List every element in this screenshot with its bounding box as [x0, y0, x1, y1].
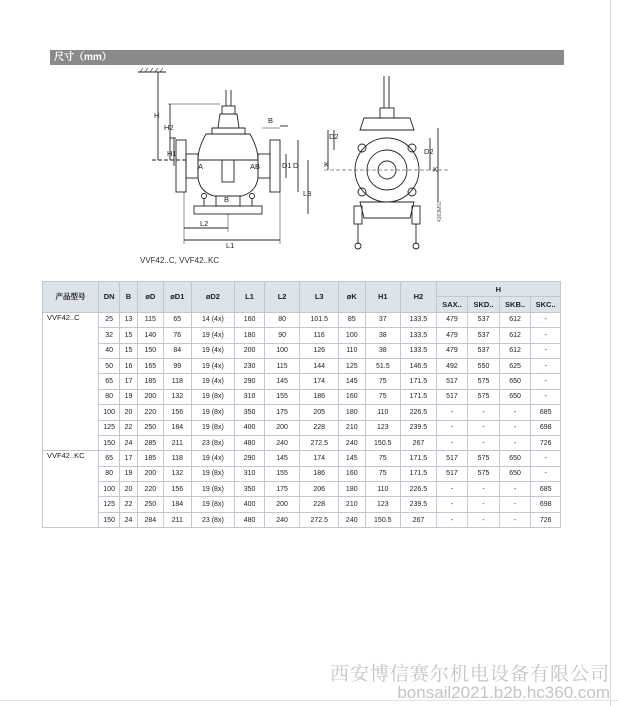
label-a: A — [198, 162, 204, 171]
header-h2: H2 — [401, 282, 437, 313]
table-cell: 144 — [300, 358, 339, 373]
table-cell: 75 — [365, 374, 401, 389]
label-k-right: K — [433, 165, 439, 174]
table-cell: 650 — [499, 389, 531, 404]
table-cell: - — [436, 482, 468, 497]
header-d2: øD2 — [191, 282, 235, 313]
drawing-caption: VVF42..C, VVF42..KC — [140, 256, 220, 265]
header-sax: SAX.. — [436, 297, 468, 312]
table-cell: 226.5 — [401, 482, 437, 497]
table-row — [43, 451, 561, 466]
table-cell: 125 — [339, 358, 365, 373]
valve-dimension-drawing — [128, 68, 448, 273]
table-cell: 132 — [164, 389, 191, 404]
table-cell: 100 — [339, 328, 365, 343]
table-cell: 185 — [137, 451, 163, 466]
table-cell: 19 — [120, 389, 137, 404]
table-cell: 186 — [300, 466, 339, 481]
table-cell: 240 — [264, 435, 300, 450]
table-cell: 400 — [235, 420, 265, 435]
table-cell: 575 — [468, 451, 500, 466]
table-cell: 517 — [436, 389, 468, 404]
table-cell: 125 — [98, 497, 119, 512]
table-cell: - — [531, 451, 561, 466]
table-cell: 685 — [531, 405, 561, 420]
table-cell: 75 — [365, 389, 401, 404]
table-cell: 210 — [339, 420, 365, 435]
table-cell: 19 (4x) — [191, 343, 235, 358]
header-dn: DN — [98, 282, 119, 313]
table-cell: 480 — [235, 435, 265, 450]
table-cell: 14 (4x) — [191, 312, 235, 327]
table-cell: - — [436, 435, 468, 450]
table-cell: 19 (8x) — [191, 497, 235, 512]
table-cell: 133.5 — [401, 328, 437, 343]
header-b: B — [120, 282, 137, 313]
table-cell: 20 — [120, 405, 137, 420]
table-cell: 25 — [98, 312, 119, 327]
table-cell: - — [531, 358, 561, 373]
label-h2: H2 — [164, 123, 174, 132]
header-skc: SKC.. — [531, 297, 561, 312]
table-row — [43, 435, 561, 450]
table-cell: 133.5 — [401, 343, 437, 358]
table-cell: 75 — [365, 451, 401, 466]
table-cell: 118 — [164, 451, 191, 466]
table-cell: 23 (8x) — [191, 512, 235, 527]
table-cell: 100 — [264, 343, 300, 358]
table-cell: 171.5 — [401, 466, 437, 481]
table-cell: 537 — [468, 343, 500, 358]
table-cell: 22 — [120, 497, 137, 512]
table-cell: 40 — [98, 343, 119, 358]
table-cell: - — [531, 343, 561, 358]
label-l3: L3 — [303, 189, 312, 198]
table-cell: 132 — [164, 466, 191, 481]
table-cell: 84 — [164, 343, 191, 358]
table-cell: 19 (4x) — [191, 451, 235, 466]
table-cell: - — [436, 497, 468, 512]
table-cell: 19 (8x) — [191, 405, 235, 420]
table-cell: - — [499, 405, 531, 420]
table-cell: 174 — [300, 374, 339, 389]
table-cell: 80 — [264, 312, 300, 327]
table-cell: 228 — [300, 420, 339, 435]
table-cell: 123 — [365, 420, 401, 435]
table-cell: 550 — [468, 358, 500, 373]
table-cell: 155 — [264, 389, 300, 404]
table-cell: - — [436, 420, 468, 435]
table-cell: 517 — [436, 451, 468, 466]
table-cell: 726 — [531, 512, 561, 527]
table-cell: 267 — [401, 435, 437, 450]
header-skb: SKB.. — [499, 297, 531, 312]
header-d1: øD1 — [164, 282, 191, 313]
table-cell: 118 — [164, 374, 191, 389]
table-cell: - — [499, 497, 531, 512]
table-cell: 492 — [436, 358, 468, 373]
header-l1: L1 — [235, 282, 265, 313]
table-cell: 146.5 — [401, 358, 437, 373]
table-cell: 13 — [120, 312, 137, 327]
table-cell: 226.5 — [401, 405, 437, 420]
table-row — [43, 512, 561, 527]
table-cell: - — [468, 497, 500, 512]
table-cell: 140 — [137, 328, 163, 343]
table-cell: 480 — [235, 512, 265, 527]
table-cell: 165 — [137, 358, 163, 373]
table-cell: 211 — [164, 512, 191, 527]
table-cell: 537 — [468, 312, 500, 327]
table-cell: 625 — [499, 358, 531, 373]
table-cell: 517 — [436, 374, 468, 389]
table-cell: - — [468, 435, 500, 450]
table-cell: 220 — [137, 405, 163, 420]
table-cell: 126 — [300, 343, 339, 358]
table-row — [43, 405, 561, 420]
table-row — [43, 358, 561, 373]
table-cell: 100 — [98, 405, 119, 420]
table-cell: 479 — [436, 312, 468, 327]
table-cell: 239.5 — [401, 420, 437, 435]
table-cell: 51.5 — [365, 358, 401, 373]
table-cell: 310 — [235, 466, 265, 481]
table-cell: 517 — [436, 466, 468, 481]
table-cell: 575 — [468, 466, 500, 481]
label-b: B — [268, 116, 274, 125]
table-cell: 180 — [339, 405, 365, 420]
table-cell: 15 — [120, 328, 137, 343]
dimensions-table — [42, 281, 561, 528]
section-header: 尺寸（mm） — [50, 50, 564, 65]
table-row — [43, 482, 561, 497]
table-cell: 171.5 — [401, 451, 437, 466]
label-ab: AB — [250, 162, 261, 171]
table-cell: 200 — [264, 497, 300, 512]
table-cell: - — [499, 435, 531, 450]
table-row — [43, 497, 561, 512]
table-cell: 200 — [137, 389, 163, 404]
table-cell: 155 — [264, 466, 300, 481]
table-cell: 145 — [339, 451, 365, 466]
table-cell: 115 — [137, 312, 163, 327]
table-cell: - — [499, 512, 531, 527]
table-cell: 239.5 — [401, 497, 437, 512]
header-l2: L2 — [264, 282, 300, 313]
table-cell: 20 — [120, 482, 137, 497]
table-cell: 110 — [365, 482, 401, 497]
table-cell: - — [468, 512, 500, 527]
table-cell: 180 — [339, 482, 365, 497]
table-cell: 479 — [436, 343, 468, 358]
table-cell: 290 — [235, 374, 265, 389]
table-cell: 205 — [300, 405, 339, 420]
table-cell: 612 — [499, 328, 531, 343]
table-cell: - — [531, 312, 561, 327]
table-cell: 150 — [98, 512, 119, 527]
header-skd: SKD.. — [468, 297, 500, 312]
table-cell: 37 — [365, 312, 401, 327]
product-type-cell: VVF42..C — [43, 312, 99, 451]
label-h: H — [154, 111, 160, 120]
table-cell: 200 — [264, 420, 300, 435]
header-h: H — [436, 282, 560, 297]
table-cell: 150.5 — [365, 512, 401, 527]
table-cell: 698 — [531, 497, 561, 512]
table-cell: 206 — [300, 482, 339, 497]
label-d: D — [293, 161, 299, 170]
label-d2-left: D2 — [329, 132, 339, 141]
table-cell: 65 — [164, 312, 191, 327]
table-cell: 19 (8x) — [191, 466, 235, 481]
table-cell: 145 — [264, 451, 300, 466]
table-row — [43, 312, 561, 327]
table-cell: 116 — [300, 328, 339, 343]
header-d: øD — [137, 282, 163, 313]
table-cell: 76 — [164, 328, 191, 343]
table-cell: 698 — [531, 420, 561, 435]
table-cell: 400 — [235, 497, 265, 512]
table-cell: 23 (8x) — [191, 435, 235, 450]
table-cell: - — [531, 389, 561, 404]
table-row — [43, 420, 561, 435]
header-h1: H1 — [365, 282, 401, 313]
table-cell: 19 (8x) — [191, 482, 235, 497]
label-b-port: B — [224, 195, 230, 204]
table-cell: 272.5 — [300, 435, 339, 450]
table-cell: 210 — [339, 497, 365, 512]
table-cell: - — [468, 420, 500, 435]
table-cell: 156 — [164, 405, 191, 420]
table-cell: 125 — [98, 420, 119, 435]
table-cell: 80 — [98, 466, 119, 481]
table-cell: 726 — [531, 435, 561, 450]
table-cell: - — [468, 405, 500, 420]
table-row — [43, 343, 561, 358]
table-cell: 150 — [137, 343, 163, 358]
table-cell: 175 — [264, 405, 300, 420]
label-l1: L1 — [226, 241, 235, 250]
table-cell: 32 — [98, 328, 119, 343]
table-cell: 290 — [235, 451, 265, 466]
table-cell: - — [499, 482, 531, 497]
table-cell: 150.5 — [365, 435, 401, 450]
table-cell: 160 — [235, 312, 265, 327]
table-cell: 19 (4x) — [191, 358, 235, 373]
table-cell: 19 (8x) — [191, 389, 235, 404]
table-cell: 75 — [365, 466, 401, 481]
table-cell: 650 — [499, 451, 531, 466]
table-cell: 284 — [137, 512, 163, 527]
header-l3: L3 — [300, 282, 339, 313]
label-d1: D1 — [282, 161, 292, 170]
table-cell: 575 — [468, 374, 500, 389]
label-k-left: K — [324, 160, 330, 169]
table-cell: 50 — [98, 358, 119, 373]
table-cell: 38 — [365, 328, 401, 343]
drawing-number: 4363M02 — [437, 201, 443, 222]
watermark-company: 西安博信赛尔机电设备有限公司 — [329, 664, 610, 685]
table-cell: 285 — [137, 435, 163, 450]
table-cell: 350 — [235, 482, 265, 497]
table-cell: 150 — [98, 435, 119, 450]
table-cell: 171.5 — [401, 374, 437, 389]
table-cell: 24 — [120, 435, 137, 450]
label-l2: L2 — [200, 219, 209, 228]
table-cell: 65 — [98, 451, 119, 466]
table-cell: - — [499, 420, 531, 435]
table-cell: 350 — [235, 405, 265, 420]
table-cell: 612 — [499, 312, 531, 327]
table-cell: 537 — [468, 328, 500, 343]
table-cell: 250 — [137, 497, 163, 512]
table-cell: 575 — [468, 389, 500, 404]
table-cell: 180 — [235, 328, 265, 343]
table-cell: 115 — [264, 358, 300, 373]
table-cell: 38 — [365, 343, 401, 358]
table-cell: 160 — [339, 389, 365, 404]
table-cell: 185 — [137, 374, 163, 389]
table-cell: 110 — [365, 405, 401, 420]
table-cell: 156 — [164, 482, 191, 497]
table-cell: 19 (4x) — [191, 374, 235, 389]
table-cell: 186 — [300, 389, 339, 404]
table-cell: 230 — [235, 358, 265, 373]
label-h1: H1 — [167, 149, 177, 158]
table-cell: 240 — [264, 512, 300, 527]
table-cell: 228 — [300, 497, 339, 512]
page-edge-right — [610, 0, 611, 706]
table-cell: 200 — [137, 466, 163, 481]
label-d2-right: D2 — [424, 147, 434, 156]
table-cell: - — [531, 466, 561, 481]
table-cell: 17 — [120, 451, 137, 466]
table-cell: - — [531, 328, 561, 343]
table-row — [43, 466, 561, 481]
watermark-url: bonsail2021.b2b.hc360.com — [397, 683, 610, 702]
table-cell: 19 (8x) — [191, 420, 235, 435]
table-cell: 650 — [499, 374, 531, 389]
table-cell: 240 — [339, 435, 365, 450]
table-cell: 160 — [339, 466, 365, 481]
table-cell: 175 — [264, 482, 300, 497]
table-cell: 267 — [401, 512, 437, 527]
table-cell: - — [436, 405, 468, 420]
table-cell: 171.5 — [401, 389, 437, 404]
header-type: 产品型号 — [43, 282, 99, 313]
table-cell: 17 — [120, 374, 137, 389]
table-header-row — [43, 282, 561, 297]
table-cell: 22 — [120, 420, 137, 435]
table-cell: 133.5 — [401, 312, 437, 327]
table-cell: - — [468, 482, 500, 497]
table-cell: - — [531, 374, 561, 389]
table-cell: - — [436, 512, 468, 527]
table-cell: 19 (4x) — [191, 328, 235, 343]
table-row — [43, 389, 561, 404]
table-cell: 80 — [98, 389, 119, 404]
table-cell: 99 — [164, 358, 191, 373]
table-body — [43, 312, 561, 527]
table-cell: 145 — [339, 374, 365, 389]
product-type-cell: VVF42..KC — [43, 451, 99, 528]
table-cell: 16 — [120, 358, 137, 373]
table-cell: 100 — [98, 482, 119, 497]
table-cell: 479 — [436, 328, 468, 343]
table-cell: 211 — [164, 435, 191, 450]
table-cell: 85 — [339, 312, 365, 327]
table-cell: 145 — [264, 374, 300, 389]
table-cell: 19 — [120, 466, 137, 481]
table-cell: 612 — [499, 343, 531, 358]
table-cell: 90 — [264, 328, 300, 343]
table-cell: 240 — [339, 512, 365, 527]
table-cell: 200 — [235, 343, 265, 358]
table-cell: 101.5 — [300, 312, 339, 327]
table-cell: 65 — [98, 374, 119, 389]
table-cell: 650 — [499, 466, 531, 481]
table-cell: 24 — [120, 512, 137, 527]
table-cell: 174 — [300, 451, 339, 466]
header-k: øK — [339, 282, 365, 313]
table-cell: 184 — [164, 497, 191, 512]
table-cell: 685 — [531, 482, 561, 497]
table-cell: 250 — [137, 420, 163, 435]
table-cell: 15 — [120, 343, 137, 358]
table-cell: 184 — [164, 420, 191, 435]
table-row — [43, 374, 561, 389]
table-cell: 110 — [339, 343, 365, 358]
table-cell: 272.5 — [300, 512, 339, 527]
table-cell: 123 — [365, 497, 401, 512]
table-cell: 310 — [235, 389, 265, 404]
table-row — [43, 328, 561, 343]
table-cell: 220 — [137, 482, 163, 497]
